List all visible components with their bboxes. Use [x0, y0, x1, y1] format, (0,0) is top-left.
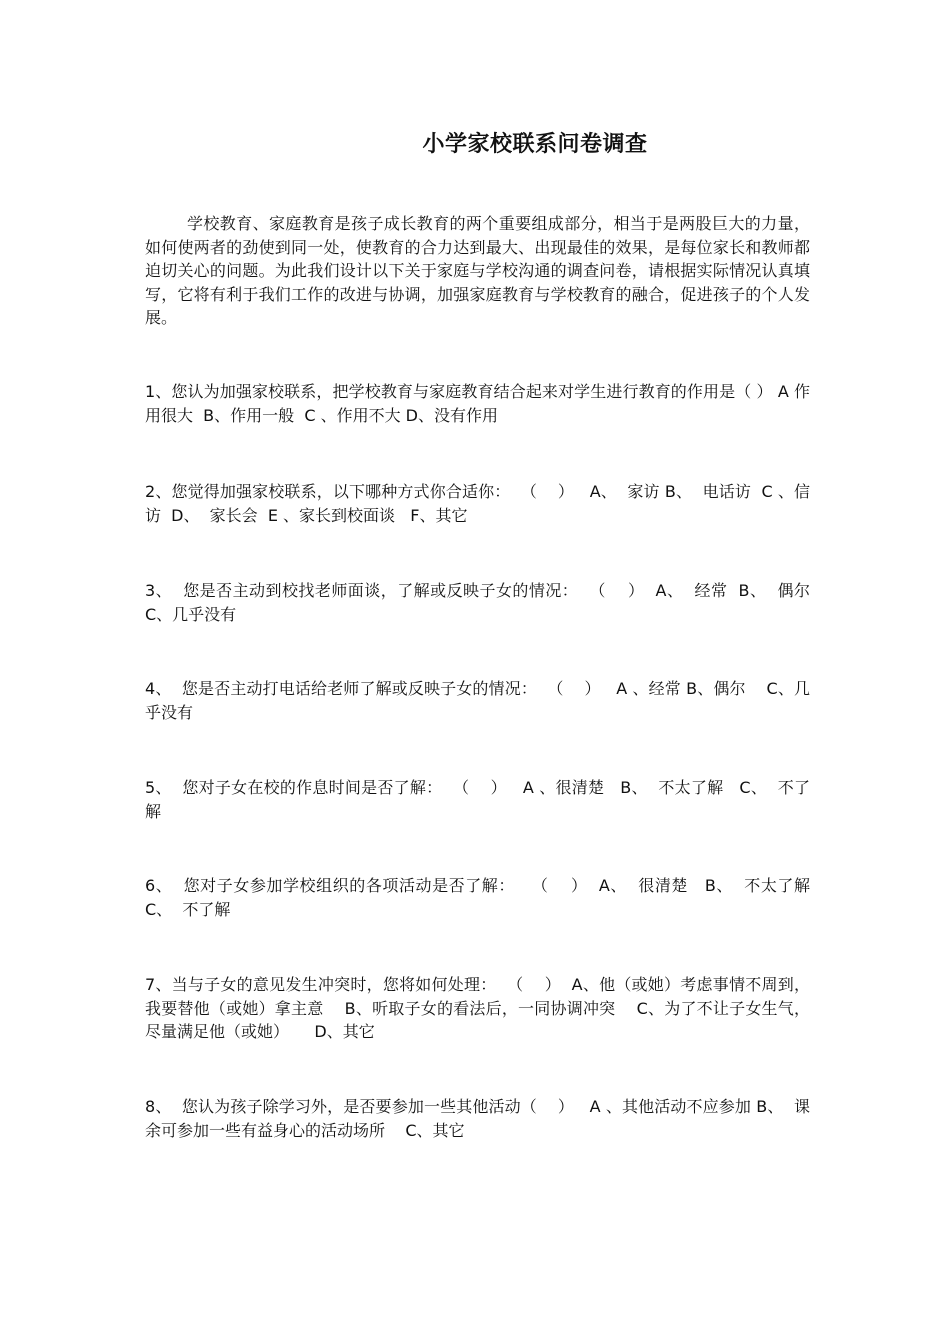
question-4: 4、 您是否主动打电话给老师了解或反映子女的情况： （ ） A 、经常 B、偶尔 C、几乎没有 — [145, 679, 810, 722]
intro-paragraph: 学校教育、家庭教育是孩子成长教育的两个重要组成部分，相当于是两股巨大的力量，如何使两者的劲使到同一处，使教育的合力达到最大、出现最佳的效果，是每位家长和教师都迫切关心的问题。为此我们设计以下关于家庭与学校沟通的调查问卷，请根据实际情况认真填写，它将有利于我们工作的改进与协调，加强家庭教育与学校教育的融合，促进孩子的个人发展。 — [145, 214, 810, 327]
question-3: 3、 您是否主动到校找老师面谈，了解或反映子女的情况： （ ） A、 经常 B、 偶尔 C、几乎没有 — [145, 581, 826, 624]
question-1: 1、您认为加强家校联系，把学校教育与家庭教育结合起来对学生进行教育的作用是（ ） A 作用很大 B、作用一般 C 、作用不大 D、没有作用 — [145, 382, 810, 425]
question-6: 6、 您对子女参加学校组织的各项活动是否了解： （ ） A、 很清楚 B、 不太了解 C、 不了解 — [145, 876, 821, 919]
document-title: 小学家校联系问卷调查 — [422, 132, 648, 157]
question-7: 7、当与子女的意见发生冲突时，您将如何处理： （ ） A、他（或她）考虑事情不周到，我要替他（或她）拿主意 B、听取子女的看法后，一同协调冲突 C、为了不让子女生气，尽量满足他（或她） D、其它 — [145, 975, 810, 1041]
question-5: 5、 您对子女在校的作息时间是否了解： （ ） A 、很清楚 B、 不太了解 C、 不了解 — [145, 778, 810, 821]
question-8: 8、 您认为孩子除学习外，是否要参加一些其他活动（ ） A 、其他活动不应参加 B、 课余可参加一些有益身心的活动场所 C、其它 — [145, 1097, 810, 1140]
question-2: 2、您觉得加强家校联系，以下哪种方式你合适你： （ ） A、 家访 B、 电话访 C 、信访 D、 家长会 E 、家长到校面谈 F、其它 — [145, 482, 810, 525]
